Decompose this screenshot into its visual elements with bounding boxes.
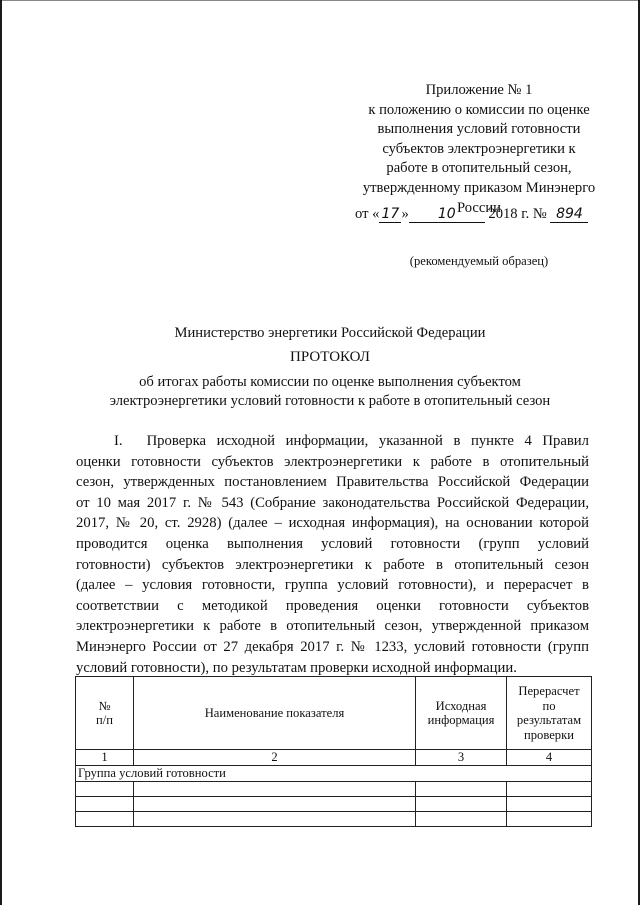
table-row — [76, 797, 592, 812]
order-number-handwritten: 894 — [550, 207, 588, 223]
header-source-line: информация — [427, 713, 495, 727]
column-number-cell: 3 — [416, 750, 507, 766]
header-source-info — [416, 677, 507, 750]
scan-edge-top — [0, 0, 640, 1]
appendix-line: выполнения условий готовности — [377, 121, 581, 138]
table-row — [76, 782, 592, 797]
protocol-title: ПРОТОКОЛ — [290, 349, 370, 365]
header-number-sign: № — [98, 698, 111, 713]
section-one-paragraph — [76, 431, 589, 678]
appendix-header — [344, 81, 614, 218]
paragraph-line: условий готовности), по результатам проверки исходной информации. — [76, 659, 517, 676]
paragraph-line: Минэнерго России от 27 декабря 2017 г. № 1233, условий готовности (групп — [76, 638, 589, 655]
order-year-text: 2018 г. № — [488, 206, 547, 222]
header-number-abbr: п/п — [96, 713, 113, 727]
subtitle-line: электроэнергетики условий готовности к работе в отопительный сезон — [109, 393, 551, 409]
protocol-subtitle — [60, 373, 600, 411]
recommended-sample-note: (рекомендуемый образец) — [409, 254, 549, 268]
section-number: I. — [114, 433, 123, 449]
header-indicator-name: Наименование показателя — [134, 677, 416, 750]
appendix-line: утвержденному приказом Минэнерго — [362, 179, 596, 196]
paragraph-line: (далее – условия готовности, группа условий готовности), и перерасчет в — [76, 577, 589, 594]
appendix-line: к положению о комиссии по оценке — [368, 101, 590, 118]
header-recalculation — [507, 677, 592, 750]
group-row — [76, 766, 592, 782]
order-prefix: от « — [355, 206, 380, 222]
appendix-line: Приложение № 1 — [425, 82, 533, 98]
paragraph-line: соответствии с методикой проведения оценки готовности субъектов — [76, 597, 589, 614]
table-cell — [507, 812, 592, 827]
table-cell — [416, 782, 507, 797]
table-cell — [507, 782, 592, 797]
header-recalc-line: проверки — [524, 727, 574, 742]
order-date-line — [355, 206, 615, 223]
table-cell — [134, 782, 416, 797]
verification-table — [75, 676, 592, 827]
table-cell — [134, 797, 416, 812]
table-cell — [76, 797, 134, 812]
header-recalc-line: результатам — [516, 713, 582, 727]
table-cell — [134, 812, 416, 827]
table-header-row — [76, 677, 592, 750]
table-row — [76, 812, 592, 827]
table-cell — [76, 812, 134, 827]
subtitle-line: об итогах работы комиссии по оценке выполнения субъектом — [139, 374, 521, 390]
header-recalc-line: Перерасчет — [518, 684, 580, 698]
column-number-cell: 4 — [507, 750, 592, 766]
appendix-line: работе в отопительный сезон, — [386, 160, 572, 177]
table-cell — [416, 797, 507, 812]
table-cell — [507, 797, 592, 812]
paragraph-line: оценки готовности субъектов электроэнергетики к работе в отопительный — [76, 453, 589, 470]
column-number-row — [76, 750, 592, 766]
appendix-line: субъектов электроэнергетики к — [382, 140, 576, 157]
paragraph-line: от 10 мая 2017 г. № 543 (Собрание законодательства Российской Федерации, — [76, 494, 589, 511]
scan-edge-left — [0, 0, 2, 905]
paragraph-line: проводится оценка выполнения условий готовности (групп условий — [76, 535, 589, 552]
order-month-handwritten: 10 — [409, 207, 485, 223]
column-number-cell: 2 — [134, 750, 416, 766]
paragraph-line: электроэнергетики к работе в отопительный сезон, утвержденной приказом — [76, 618, 589, 635]
column-number-cell: 1 — [76, 750, 134, 766]
paragraph-line: готовности) субъектов электроэнергетики к работе в отопительный сезон — [76, 556, 589, 573]
order-quote-close: » — [401, 206, 409, 222]
paragraph-line-text: Проверка исходной информации, указанной в пункте 4 Правил — [146, 433, 589, 449]
header-recalc-line: по — [542, 698, 556, 713]
paragraph-line — [76, 431, 589, 452]
group-label-cell: Группа условий готовности — [76, 766, 592, 782]
table-cell — [76, 782, 134, 797]
header-number — [76, 677, 134, 750]
table-cell — [416, 812, 507, 827]
paragraph-line: 2017, № 20, ст. 2928) (далее – исходная информация), на основании которой — [76, 515, 589, 532]
appendix-line: России — [457, 199, 501, 216]
order-day-handwritten: 17 — [379, 207, 401, 223]
header-source-line: Исходная — [435, 698, 487, 713]
ministry-name: Министерство энергетики Российской Федерации — [174, 325, 486, 341]
paragraph-line: сезон, утвержденных постановлением Правительства Российской Федерации — [76, 474, 589, 491]
